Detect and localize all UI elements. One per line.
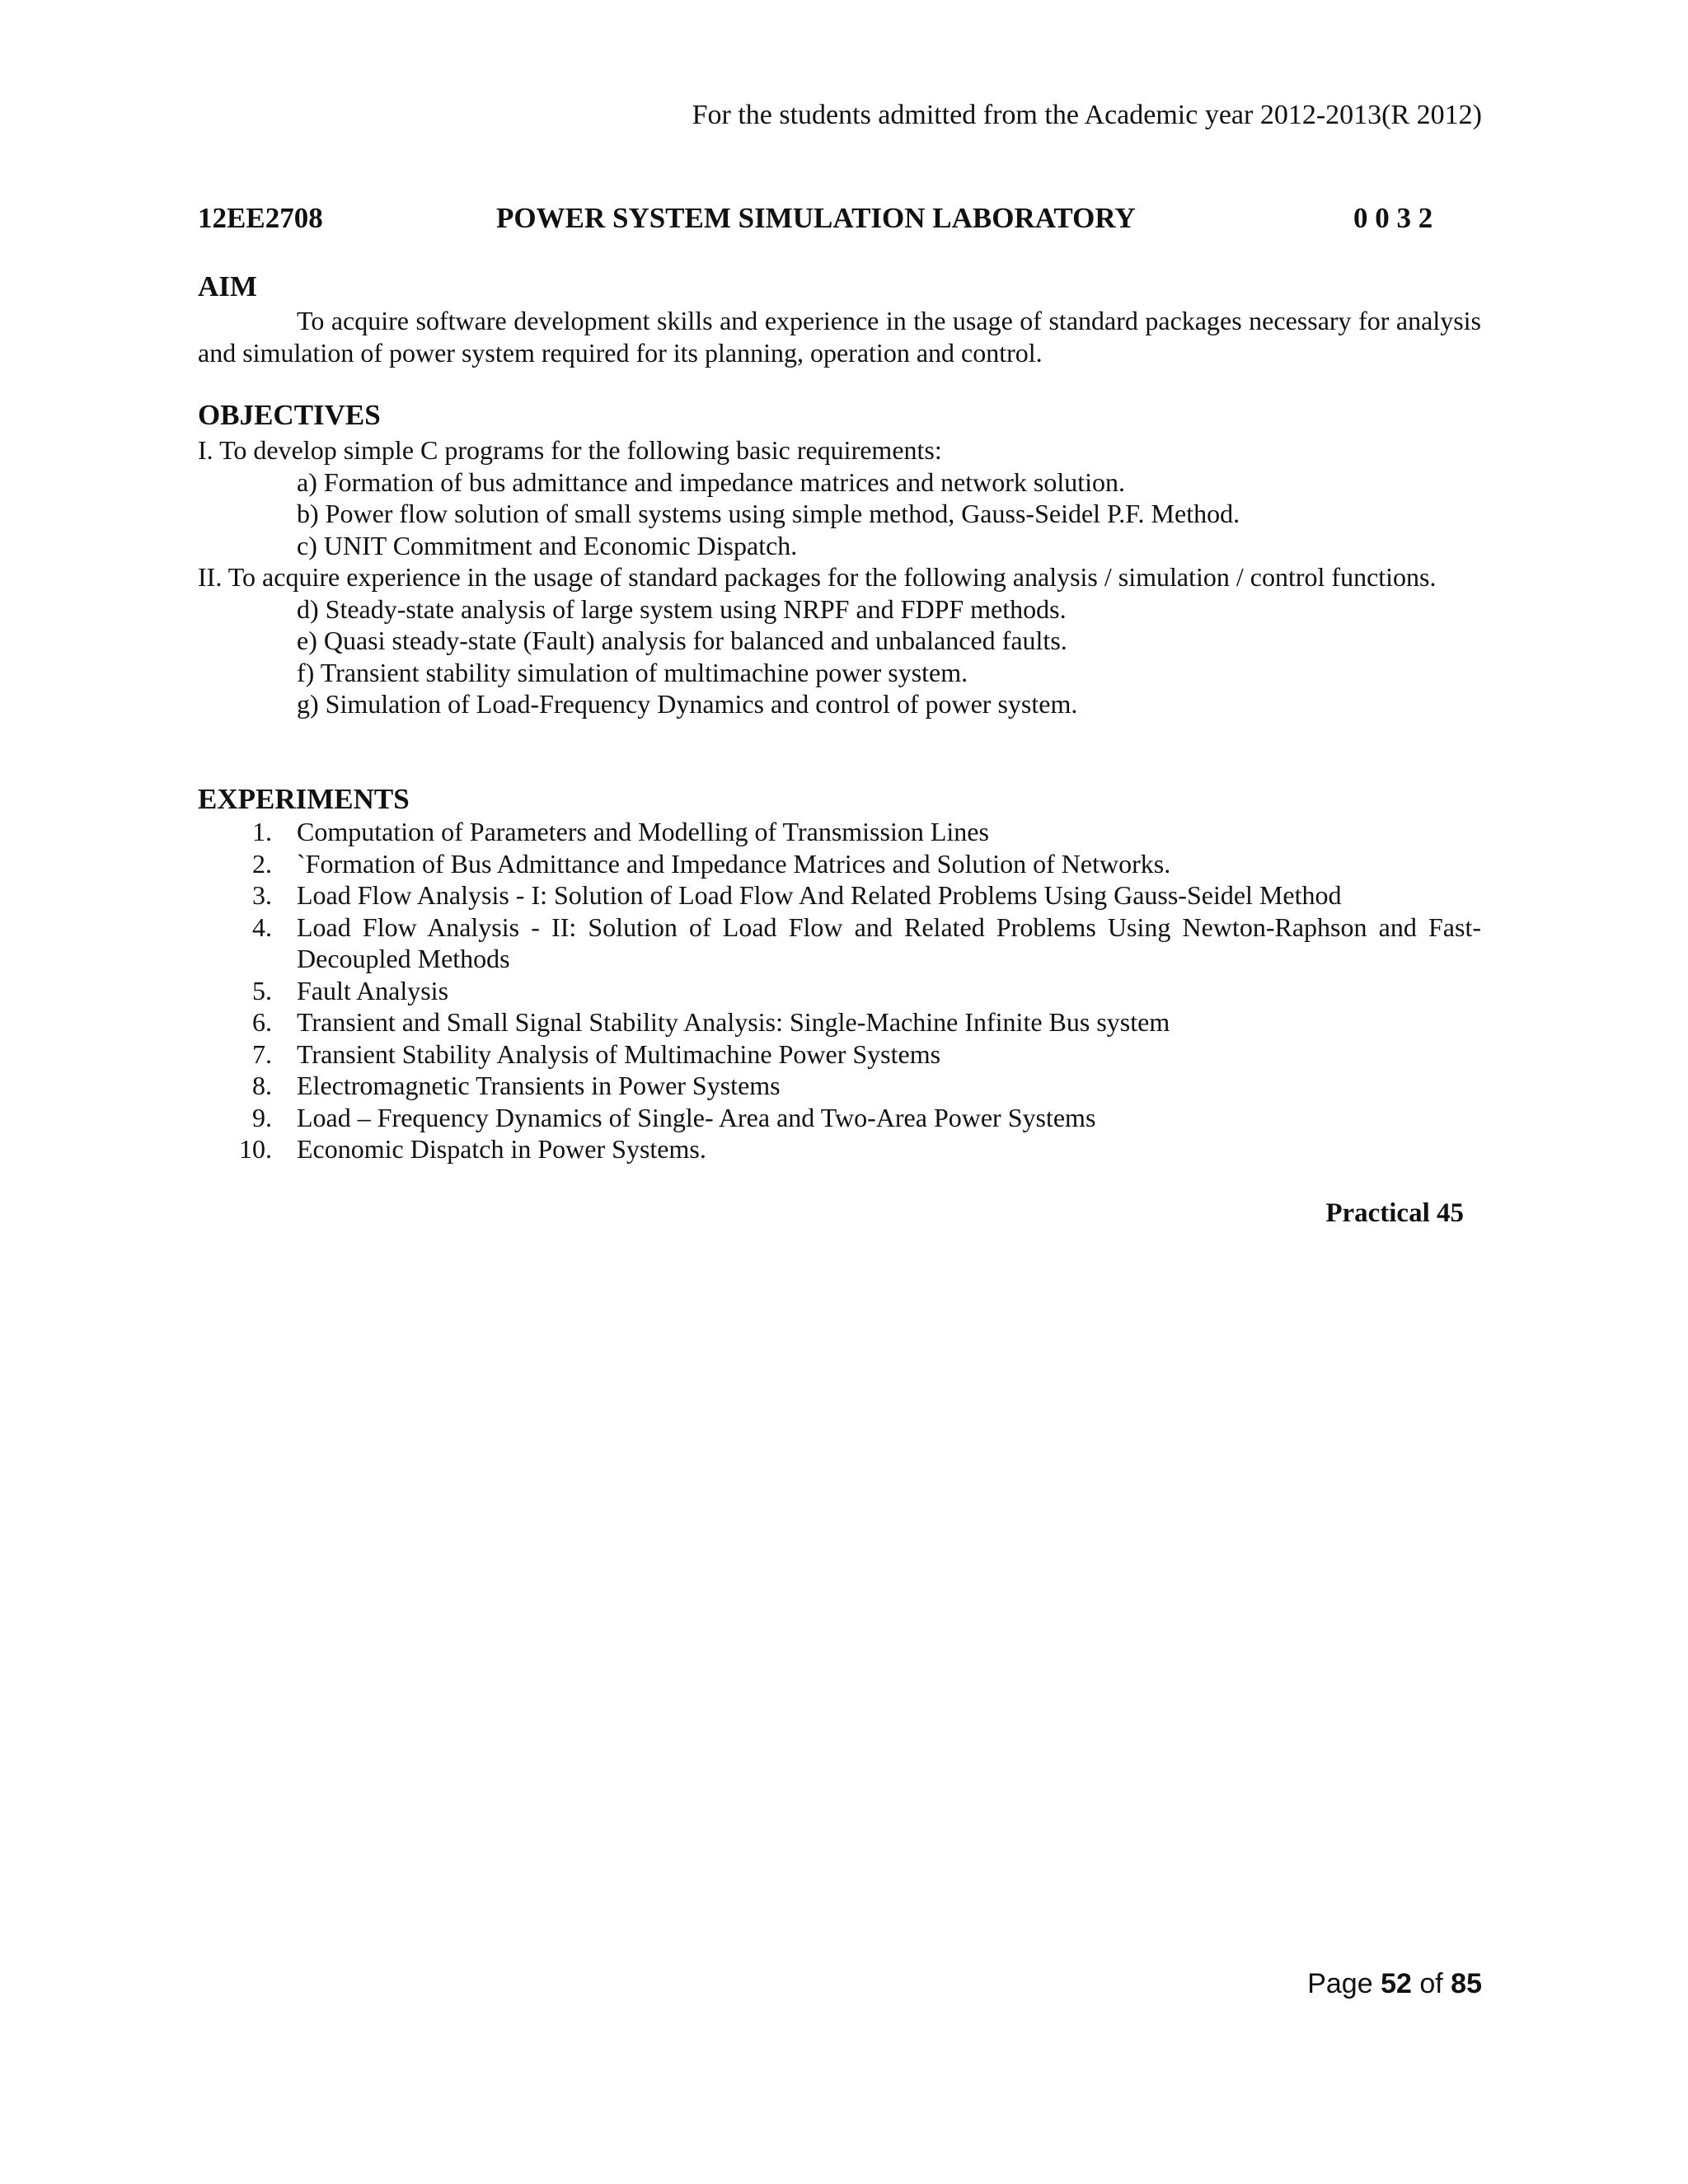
experiment-text: Load Flow Analysis - I: Solution of Load Flow And Related Problems Using Gauss-Seidel Method <box>297 880 1342 910</box>
objective-item: f) Transient stability simulation of multimachine power system. <box>297 657 968 687</box>
aim-heading: AIM <box>198 270 257 302</box>
experiment-number: 10. <box>239 1134 272 1164</box>
experiment-text: Computation of Parameters and Modelling of Transmission Lines <box>297 817 989 846</box>
list-item <box>198 1070 1481 1102</box>
objectives-block <box>198 434 1481 720</box>
list-item <box>198 1102 1481 1134</box>
experiment-text: Transient Stability Analysis of Multimachine Power Systems <box>297 1038 941 1069</box>
experiment-number: 9. <box>252 1102 272 1132</box>
practical-hours: Practical 45 <box>1325 1198 1464 1228</box>
experiment-number: 6. <box>252 1007 272 1037</box>
list-item <box>198 912 1481 975</box>
experiment-text: Electromagnetic Transients in Power Systems <box>297 1071 781 1100</box>
objectives-part-1: I. To develop simple C programs for the following basic requirements: <box>198 435 942 465</box>
list-item <box>198 1038 1481 1071</box>
experiment-number: 3. <box>252 880 272 910</box>
list-item <box>198 879 1481 912</box>
list-item <box>198 1006 1481 1038</box>
experiment-text: Load – Frequency Dynamics of Single- Area and Two-Area Power Systems <box>297 1102 1096 1132</box>
objective-item: d) Steady-state analysis of large system using NRPF and FDPF methods. <box>297 593 1067 624</box>
experiment-text: `Formation of Bus Admittance and Impedance Matrices and Solution of Networks. <box>297 848 1171 879</box>
aim-body: To acquire software development skills and experience in the usage of standard packages necessary for analysis and simulation of power system required for its planning, operation and control. <box>198 306 1481 368</box>
header-note: For the students admitted from the Academic year 2012-2013(R 2012) <box>692 100 1482 130</box>
course-code: 12EE2708 <box>198 202 323 234</box>
of-word: of <box>1419 1968 1443 1999</box>
experiments-list <box>198 816 1481 1165</box>
objective-item: e) Quasi steady-state (Fault) analysis for balanced and unbalanced faults. <box>297 626 1067 655</box>
experiment-number: 8. <box>252 1071 272 1100</box>
experiment-number: 5. <box>252 975 272 1005</box>
current-page: 52 <box>1381 1968 1412 1999</box>
experiment-number: 4. <box>252 912 272 942</box>
objective-item: g) Simulation of Load-Frequency Dynamics and control of power system. <box>297 689 1078 719</box>
experiment-text: Transient and Small Signal Stability Analysis: Single-Machine Infinite Bus system <box>297 1007 1170 1037</box>
page-word: Page <box>1307 1968 1373 1999</box>
objective-item: b) Power flow solution of small systems using simple method, Gauss-Seidel P.F. Method. <box>297 499 1240 528</box>
experiment-number: 1. <box>252 817 272 846</box>
list-item <box>198 848 1481 880</box>
objective-item: a) Formation of bus admittance and impedance matrices and network solution. <box>297 466 1126 497</box>
experiment-number: 2. <box>252 848 272 879</box>
list-item <box>198 816 1481 848</box>
course-title: POWER SYSTEM SIMULATION LABORATORY <box>496 202 1136 234</box>
experiments-heading: EXPERIMENTS <box>198 783 410 815</box>
experiment-text: Fault Analysis <box>297 975 449 1005</box>
objectives-part-2: II. To acquire experience in the usage of standard packages for the following analysis / simulation / control functions. <box>198 562 1437 592</box>
experiment-text: Load Flow Analysis - II: Solution of Load Flow and Related Problems Using Newton-Raphson and Fast-Decoupled Methods <box>297 912 1481 973</box>
list-item <box>198 975 1481 1007</box>
course-row <box>198 198 1484 239</box>
objectives-heading: OBJECTIVES <box>198 399 381 431</box>
list-item <box>198 1133 1481 1165</box>
experiment-number: 7. <box>252 1038 272 1069</box>
total-pages: 85 <box>1451 1968 1482 1999</box>
objective-item: c) UNIT Commitment and Economic Dispatch. <box>297 530 798 560</box>
course-credits: 0 0 3 2 <box>1353 202 1433 234</box>
page-number-footer <box>1307 1966 1482 2002</box>
experiment-text: Economic Dispatch in Power Systems. <box>297 1134 706 1164</box>
